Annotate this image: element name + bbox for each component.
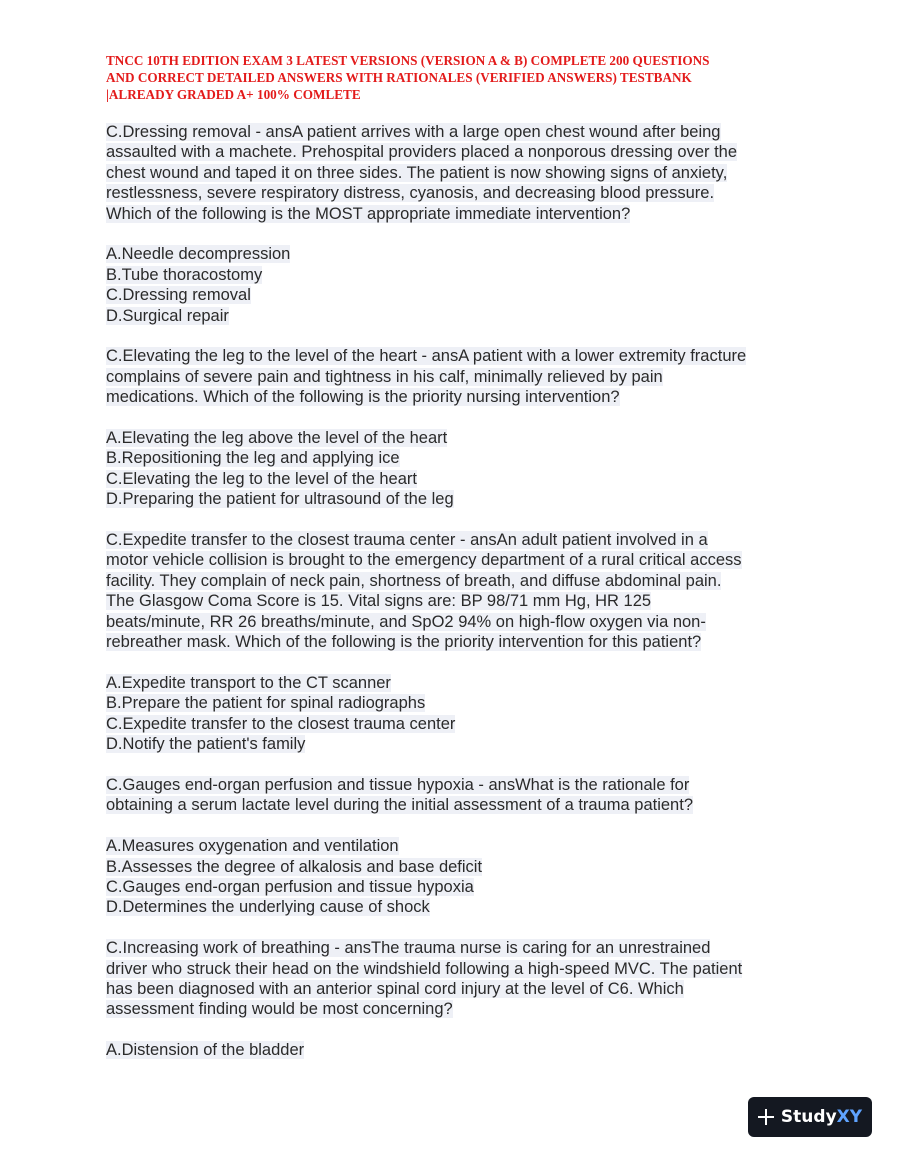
- answer-option: C.Elevating the leg to the level of the heart: [106, 469, 417, 488]
- stem-line: motor vehicle collision is brought to the emergency department of a rural critical access: [106, 551, 742, 570]
- stem-line: C.Dressing removal - ansA patient arrives with a large open chest wound after being: [106, 123, 721, 141]
- answer-option: A.Expedite transport to the CT scanner: [106, 673, 391, 692]
- stem-line: obtaining a serum lactate level during the initial assessment of a trauma patient?: [106, 796, 693, 815]
- question-stem: [106, 346, 806, 407]
- stem-line: driver who struck their head on the windshield following a high-speed MVC. The patient: [106, 959, 743, 978]
- answer-option: B.Repositioning the leg and applying ice: [106, 449, 400, 468]
- stem-line: C.Expedite transfer to the closest trauma center - ansAn adult patient involved in a: [106, 531, 708, 550]
- question-stem: [106, 530, 806, 652]
- document-body: [106, 122, 806, 1081]
- stem-line: chest wound and taped it on three sides. The patient is now showing signs of anxiety,: [106, 163, 728, 182]
- answer-option: C.Expedite transfer to the closest trauma center: [106, 714, 456, 733]
- stem-line: The Glasgow Coma Score is 15. Vital signs are: BP 98/71 mm Hg, HR 125: [106, 592, 652, 611]
- answer-option: B.Prepare the patient for spinal radiographs: [106, 694, 426, 713]
- stem-line: C.Elevating the leg to the level of the heart - ansA patient with a lower extremity fracture: [106, 347, 747, 366]
- answer-option: B.Tube thoracostomy: [106, 265, 263, 284]
- answer-option: D.Determines the underlying cause of shock: [106, 898, 430, 917]
- answer-option: B.Assesses the degree of alkalosis and base deficit: [106, 857, 483, 876]
- answer-option: C.Dressing removal: [106, 286, 251, 305]
- document-header: [106, 52, 806, 103]
- plus-icon: [758, 1109, 774, 1125]
- answer-option: A.Elevating the leg above the level of the heart: [106, 429, 448, 448]
- stem-line: beats/minute, RR 26 breaths/minute, and SpO2 94% on high-flow oxygen via non-: [106, 612, 706, 631]
- answer-option: A.Measures oxygenation and ventilation: [106, 837, 399, 856]
- stem-line: assessment finding would be most concerning?: [106, 1000, 453, 1019]
- brand-accent: XY: [836, 1107, 863, 1127]
- answer-options: [106, 836, 806, 918]
- answer-options: [106, 428, 806, 510]
- answer-options: [106, 1040, 806, 1060]
- answer-options: [106, 244, 806, 326]
- stem-line: medications. Which of the following is the priority nursing intervention?: [106, 388, 620, 407]
- question-stem: [106, 775, 806, 816]
- header-line: AND CORRECT DETAILED ANSWERS WITH RATIONALES (VERIFIED ANSWERS) TESTBANK: [106, 70, 692, 85]
- header-line: |ALREADY GRADED A+ 100% COMLETE: [106, 87, 361, 102]
- answer-option: A.Distension of the bladder: [106, 1041, 305, 1060]
- answer-option: A.Needle decompression: [106, 245, 291, 264]
- stem-line: assaulted with a machete. Prehospital providers placed a nonporous dressing over the: [106, 143, 738, 162]
- stem-line: C.Gauges end-organ perfusion and tissue hypoxia - ansWhat is the rationale for: [106, 775, 690, 794]
- brand-name: Study: [780, 1107, 837, 1127]
- stem-line: complains of severe pain and tightness in his calf, minimally relieved by pain: [106, 367, 663, 386]
- stem-line: rebreather mask. Which of the following is the priority intervention for this patient?: [106, 633, 702, 652]
- header-line: TNCC 10TH EDITION EXAM 3 LATEST VERSIONS (VERSION A & B) COMPLETE 200 QUESTIONS: [106, 53, 710, 68]
- answer-option: C.Gauges end-organ perfusion and tissue hypoxia: [106, 877, 474, 896]
- question-stem: [106, 938, 806, 1020]
- stem-line: restlessness, severe respiratory distress, cyanosis, and decreasing blood pressure.: [106, 184, 715, 203]
- answer-options: [106, 673, 806, 755]
- stem-line: facility. They complain of neck pain, shortness of breath, and diffuse abdominal pain.: [106, 571, 722, 590]
- answer-option: D.Surgical repair: [106, 306, 229, 325]
- answer-option: D.Notify the patient's family: [106, 735, 306, 754]
- answer-option: D.Preparing the patient for ultrasound of the leg: [106, 490, 454, 509]
- stem-line: C.Increasing work of breathing - ansThe trauma nurse is caring for an unrestrained: [106, 939, 711, 958]
- question-stem: [106, 122, 806, 224]
- studyxy-logo-button[interactable]: [748, 1097, 872, 1137]
- stem-line: has been diagnosed with an anterior spinal cord injury at the level of C6. Which: [106, 979, 684, 998]
- stem-line: Which of the following is the MOST appropriate immediate intervention?: [106, 204, 631, 223]
